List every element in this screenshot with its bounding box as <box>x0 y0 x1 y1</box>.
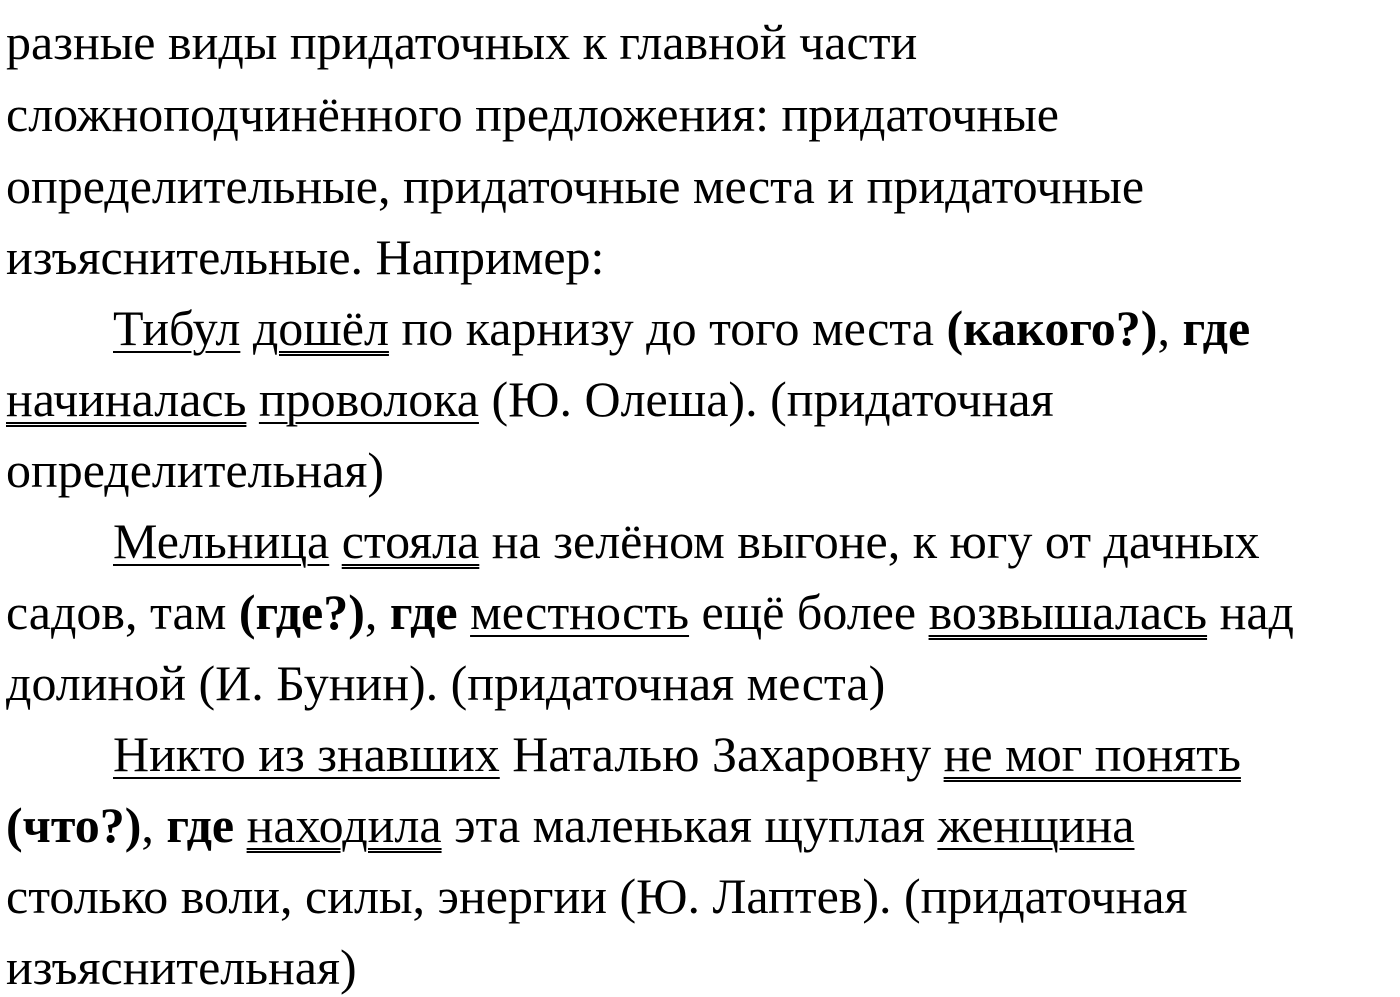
example-1-subject-2: проволока <box>258 371 479 427</box>
example-2-text: на зелёном выгоне, к югу от дачных <box>479 513 1260 569</box>
example-2-line-3: долиной (И. Бунин). (придаточная места) <box>6 655 886 711</box>
example-1-question: (какого?) <box>946 300 1158 356</box>
example-3-line-2 <box>6 795 1134 855</box>
intro-line-3: определительные, придаточные места и придаточные <box>6 158 1145 214</box>
example-3-line-3: столько воли, силы, энергии (Ю. Лаптев). (придаточная <box>6 868 1188 924</box>
intro-line-4: изъяснительные. Например: <box>6 229 605 285</box>
example-2-line-1 <box>113 511 1260 571</box>
example-1-comma: , <box>1157 300 1183 356</box>
example-2-subject: Мельница <box>113 513 330 569</box>
example-3-subject-2: женщина <box>937 797 1135 853</box>
example-2-question: (где?) <box>238 584 365 640</box>
example-3-question: (что?) <box>6 797 142 853</box>
example-3-conjunction: где <box>166 797 235 853</box>
example-2-text-4: над <box>1207 584 1294 640</box>
example-3-comma: , <box>141 797 167 853</box>
example-1-conjunction: где <box>1182 300 1251 356</box>
example-2-conjunction: где <box>389 584 458 640</box>
example-3-subject: Никто из знавших <box>113 726 500 782</box>
intro-line-2: сложноподчинённого предложения: придаточные <box>6 86 1059 142</box>
example-1-text: по карнизу до того места <box>388 300 947 356</box>
example-2-comma: , <box>364 584 390 640</box>
example-1-predicate-2: начиналась <box>6 371 247 427</box>
example-1-source: (Ю. Олеша). (придаточная <box>478 371 1054 427</box>
example-2-line-2 <box>6 582 1294 642</box>
example-1-line-2 <box>6 369 1054 429</box>
example-3-text-2: эта маленькая щуплая <box>441 797 938 853</box>
example-3-line-1 <box>113 724 1241 784</box>
example-1-line-3: определительная) <box>6 442 385 498</box>
example-2-predicate-2: возвышалась <box>928 584 1208 640</box>
example-3-predicate: не мог понять <box>943 726 1241 782</box>
example-1-subject: Тибул <box>113 300 241 356</box>
example-3-predicate-2: находила <box>246 797 442 853</box>
example-2-text-2: садов, там <box>6 584 239 640</box>
example-2-predicate: стояла <box>341 513 480 569</box>
example-3-line-4: изъяснительная) <box>6 939 357 995</box>
example-1-predicate: дошёл <box>252 300 389 356</box>
example-2-text-3: ещё более <box>689 584 929 640</box>
example-3-text: Наталью Захаровну <box>499 726 944 782</box>
example-1-line-1 <box>113 298 1250 358</box>
example-2-subject-2: местность <box>470 584 690 640</box>
intro-line-1: разные виды придаточных к главной части <box>6 14 918 70</box>
